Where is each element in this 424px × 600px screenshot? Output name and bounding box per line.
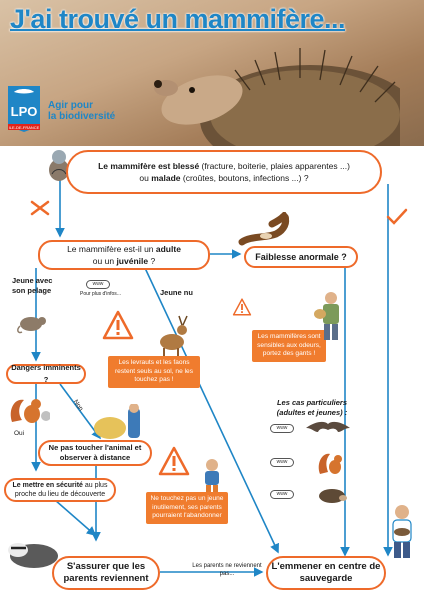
- label-more-info: Pour plus d'infos...: [80, 291, 121, 297]
- safety-bold: Le mettre en sécurité: [12, 482, 83, 489]
- question-injured-box: [66, 150, 382, 194]
- q2-juvenile: juvénile: [116, 256, 149, 266]
- logo-text: LPO: [10, 104, 38, 119]
- volunteer-illustration: [314, 290, 348, 342]
- warning-icon: [102, 310, 134, 340]
- safety-box: [4, 478, 116, 502]
- care-worker-illustration: [384, 504, 420, 560]
- label-young-fur: Jeune avec son pelage: [12, 276, 53, 295]
- ensure-parents-box: [52, 556, 160, 590]
- q1-part2-pre: ou: [139, 173, 152, 183]
- q1-part1-bold: Le mammifère est blessé: [98, 161, 200, 171]
- deer-illustration: [152, 312, 192, 358]
- logo-sub: ILE-DE-FRANCE: [8, 125, 40, 130]
- weasel-illustration: [236, 212, 296, 248]
- weakness-box: [244, 246, 358, 268]
- q2-post: ?: [148, 256, 156, 266]
- www-link-bat[interactable]: www: [270, 424, 294, 433]
- mouse-illustration: [16, 312, 50, 334]
- observe-text: Ne pas toucher l'animal et observer à distance: [48, 443, 142, 462]
- check-icon: [386, 208, 408, 226]
- ensure-parents-text: S'assurer que les parents reviennent: [63, 561, 149, 584]
- q1-part2-rest: (croûtes, boutons, infections ...) ?: [180, 173, 309, 183]
- q2-pre: Le mammifère est-il un: [67, 244, 156, 254]
- question-age-box: [38, 240, 210, 270]
- note-levrauts: Les levrauts et les faons restent seuls au sol, ne les touchez pas !: [108, 356, 200, 388]
- warning-icon-young: [158, 446, 190, 476]
- www-link-squirrel[interactable]: www: [270, 458, 294, 467]
- label-young-naked: Jeune nu: [160, 288, 193, 297]
- safety-rest: au plus proche du lieu de découverte: [14, 482, 108, 498]
- badger-illustration: [6, 530, 60, 570]
- cross-icon: [30, 200, 50, 216]
- observe-box: [38, 440, 152, 466]
- warning-icon-gloves: [232, 298, 252, 316]
- label-parents-not-back: Les parents ne reviennent pas...: [192, 563, 262, 577]
- page-title: J'ai trouvé un mammifère...: [10, 4, 346, 34]
- rescue-center-box: [266, 556, 386, 590]
- dangers-box: [6, 364, 86, 384]
- q1-part2-bold: malade: [151, 173, 181, 183]
- haybale-illustration: [92, 404, 146, 440]
- hedgehog-small-illustration: [316, 484, 348, 504]
- tagline-line1: Agir pour: [48, 100, 93, 111]
- note-young: Ne touchez pas un jeune inutilement, ses parents pourraient l'abandonner: [146, 492, 228, 524]
- bat-illustration: [304, 418, 352, 438]
- child-illustration: [198, 458, 226, 494]
- label-special-cases: Les cas particuliers (adultes et jeunes) :: [276, 398, 348, 417]
- dangers-text: Dangers imminents ?: [11, 363, 81, 384]
- label-oui: Oui: [14, 430, 25, 437]
- q1-part1-rest: (fracture, boiterie, plaies apparentes ...): [199, 161, 350, 171]
- squirrel-small-illustration: [316, 450, 344, 476]
- note-gloves: Les mammifères sont sensibles aux odeurs, portez des gants !: [252, 330, 326, 362]
- www-link-hedgehog[interactable]: www: [270, 490, 294, 499]
- rescue-center-text: L'emmener en centre de sauvegarde: [271, 561, 381, 584]
- q2-adulte: adulte: [155, 244, 181, 254]
- weakness-text: Faiblesse anormale ?: [255, 252, 347, 262]
- www-link-button[interactable]: www: [86, 280, 110, 289]
- q2-mid: ou un: [92, 256, 117, 266]
- squirrel-illustration: [6, 392, 50, 426]
- tagline-line2: la biodiversité: [48, 111, 116, 122]
- label-non: Non: [71, 398, 85, 413]
